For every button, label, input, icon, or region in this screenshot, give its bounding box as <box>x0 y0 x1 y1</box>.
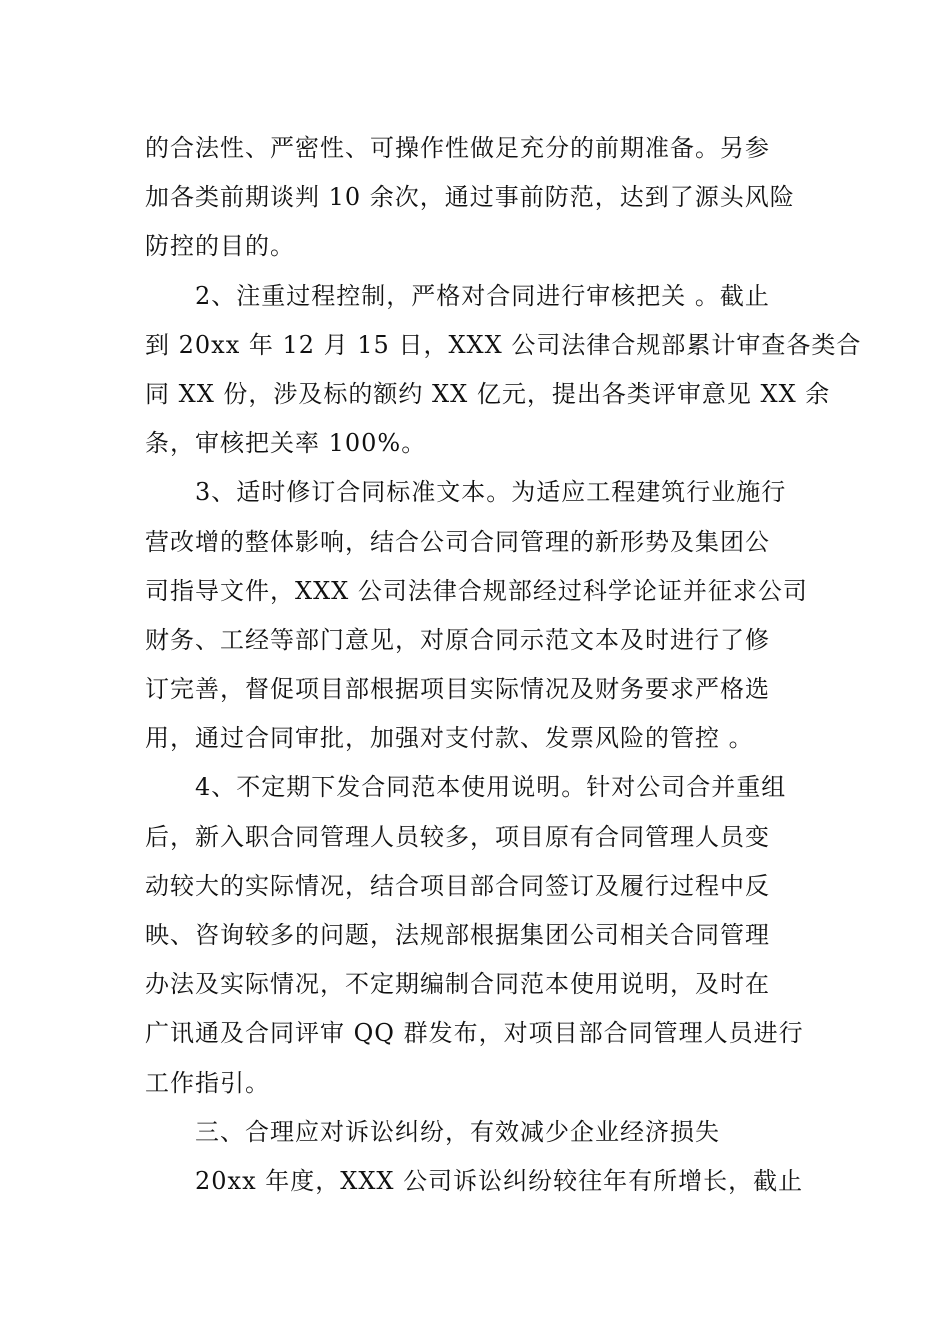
text-line: 营改增的整体影响，结合公司合同管理的新形势及集团公 <box>145 527 770 556</box>
text-line: 防控的目的。 <box>145 232 295 261</box>
text-line: 后，新入职合同管理人员较多，项目原有合同管理人员变 <box>145 822 770 851</box>
paragraph-first-line: 3、适时修订合同标准文本。为适应工程建筑行业施行 <box>195 478 787 507</box>
text-line: 工作指引。 <box>145 1068 270 1097</box>
text-line: 条，审核把关率 100%。 <box>145 429 427 458</box>
text-line: 动较大的实际情况，结合项目部合同签订及履行过程中反 <box>145 871 770 900</box>
paragraph-first-line: 2、注重过程控制，严格对合同进行审核把关 。截止 <box>195 281 770 310</box>
text-line: 加各类前期谈判 10 余次，通过事前防范，达到了源头风险 <box>145 183 795 212</box>
text-line: 财务、工经等部门意见，对原合同示范文本及时进行了修 <box>145 625 770 654</box>
text-line: 用，通过合同审批，加强对支付款、发票风险的管控 。 <box>145 724 754 753</box>
body-text <box>145 124 862 1206</box>
text-line: 办法及实际情况，不定期编制合同范本使用说明，及时在 <box>145 970 770 999</box>
text-line: 同 XX 份，涉及标的额约 XX 亿元，提出各类评审意见 XX 余 <box>145 379 831 408</box>
section-heading: 三、合理应对诉讼纠纷，有效减少企业经济损失 <box>195 1117 720 1146</box>
paragraph-first-line: 20xx 年度，XXX 公司诉讼纠纷较往年有所增长，截止 <box>195 1166 804 1195</box>
text-line: 订完善，督促项目部根据项目实际情况及财务要求严格选 <box>145 675 770 704</box>
text-line: 司指导文件，XXX 公司法律合规部经过科学论证并征求公司 <box>145 576 808 605</box>
text-line: 的合法性、严密性、可操作性做足充分的前期准备。另参 <box>145 134 770 162</box>
text-line: 到 20xx 年 12 月 15 日，XXX 公司法律合规部累计审查各类合 <box>145 330 862 359</box>
text-line: 映、咨询较多的问题，法规部根据集团公司相关合同管理 <box>145 921 770 949</box>
paragraph-first-line: 4、不定期下发合同范本使用说明。针对公司合并重组 <box>195 773 787 802</box>
text-line: 广讯通及合同评审 QQ 群发布，对项目部合同管理人员进行 <box>145 1019 804 1048</box>
